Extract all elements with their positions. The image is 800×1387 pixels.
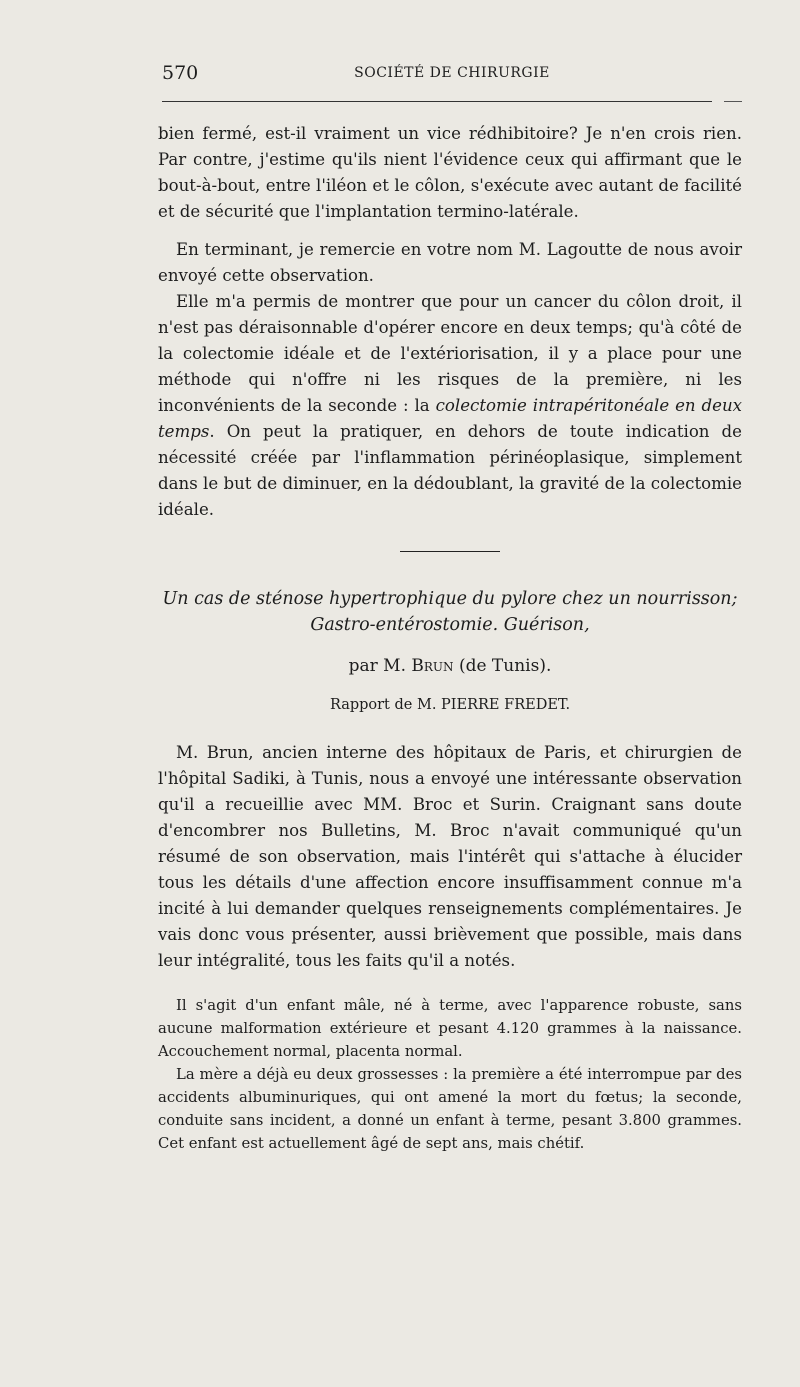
paragraph-2: En terminant, je remercie en votre nom M. Lagoutte de nous avoir envoyé cette observation. [158, 240, 742, 285]
paragraph-6: La mère a déjà eu deux grossesses : la première a été interrompue par des accidents albuminuriques, qui ont amené la mort du fœtus; la seconde, conduite sans incident, a donné un enfant à terme, pesant 3.800 grammes. Cet enfant est actuellement âgé de sept ans, mais chétif. [158, 1066, 742, 1152]
author-name: Brun [411, 656, 454, 676]
article-author [158, 654, 742, 678]
author-prefix: par M. [348, 656, 406, 676]
header-rule [162, 101, 712, 102]
spacer [158, 523, 742, 551]
spacer [158, 678, 742, 694]
page-header [162, 62, 742, 92]
report-byline: Rapport de M. PIERRE FREDET. [329, 697, 571, 713]
spacer [158, 638, 742, 654]
paragraph-3-start: Elle m'a permis de montrer que pour un cancer du côlon droit, il n'est pas déraisonnable d'opérer encore en deux temps; qu'à côté de la colectomie idéale et de l'extériorisation, il y a place pour une méthode qui n'offre ni les risques de la première, ni les inconvénients de la seconde : la [158, 292, 742, 415]
spacer [158, 552, 742, 586]
running-head: SOCIÉTÉ DE CHIRURGIE [354, 65, 550, 81]
paragraph-3-end: . On peut la pratiquer, en dehors de toute indication de nécessité créée par l'inflammation périnéoplasique, simplement dans le but de diminuer, en la dédoublant, la gravité de la colectomie idéale. [158, 422, 742, 519]
spacer [158, 716, 742, 740]
article-title-line-1: Un cas de sténose hypertrophique du pylore chez un nourrisson; [162, 589, 738, 609]
paragraph-5: Il s'agit d'un enfant mâle, né à terme, avec l'apparence robuste, sans aucune malformation extérieure et pesant 4.120 grammes à la naissance. Accouchement normal, placenta normal. [158, 997, 742, 1060]
article-title [158, 586, 742, 638]
spacer [158, 974, 742, 994]
header-rule-tail [724, 101, 742, 102]
article-title-line-2: Gastro-entérostomie. Guérison, [310, 615, 590, 635]
spacer [158, 225, 742, 237]
paragraph-3-italic: colectomie intrapéritonéale en deux temps [158, 396, 742, 441]
page-number: 570 [162, 62, 199, 84]
author-suffix: (de Tunis). [458, 656, 552, 676]
paragraph-1: bien fermé, est-il vraiment un vice rédhibitoire? Je n'en crois rien. Par contre, j'estime qu'ils nient l'évidence ceux qui affirmant que le bout-à-bout, entre l'iléon et le côlon, s'exécute avec autant de facilité et de sécurité que l'implantation termino-latérale. [158, 124, 742, 221]
page-body [158, 121, 742, 1155]
paragraph-3 [158, 289, 742, 523]
paragraph-4: M. Brun, ancien interne des hôpitaux de Paris, et chirurgien de l'hôpital Sadiki, à Tunis, nous a envoyé une intéressante observation qu'il a recueillie avec MM. Broc et Surin. Craignant sans doute d'encombrer nos Bulletins, M. Broc n'avait communiqué qu'un résumé de son observation, mais l'intérêt qui s'attache à élucider tous les détails d'une affection encore insuffisamment connue m'a incité à lui demander quelques renseignements complémentaires. Je vais donc vous présenter, aussi brièvement que possible, mais dans leur intégralité, tous les faits qu'il a notés. [158, 743, 742, 970]
